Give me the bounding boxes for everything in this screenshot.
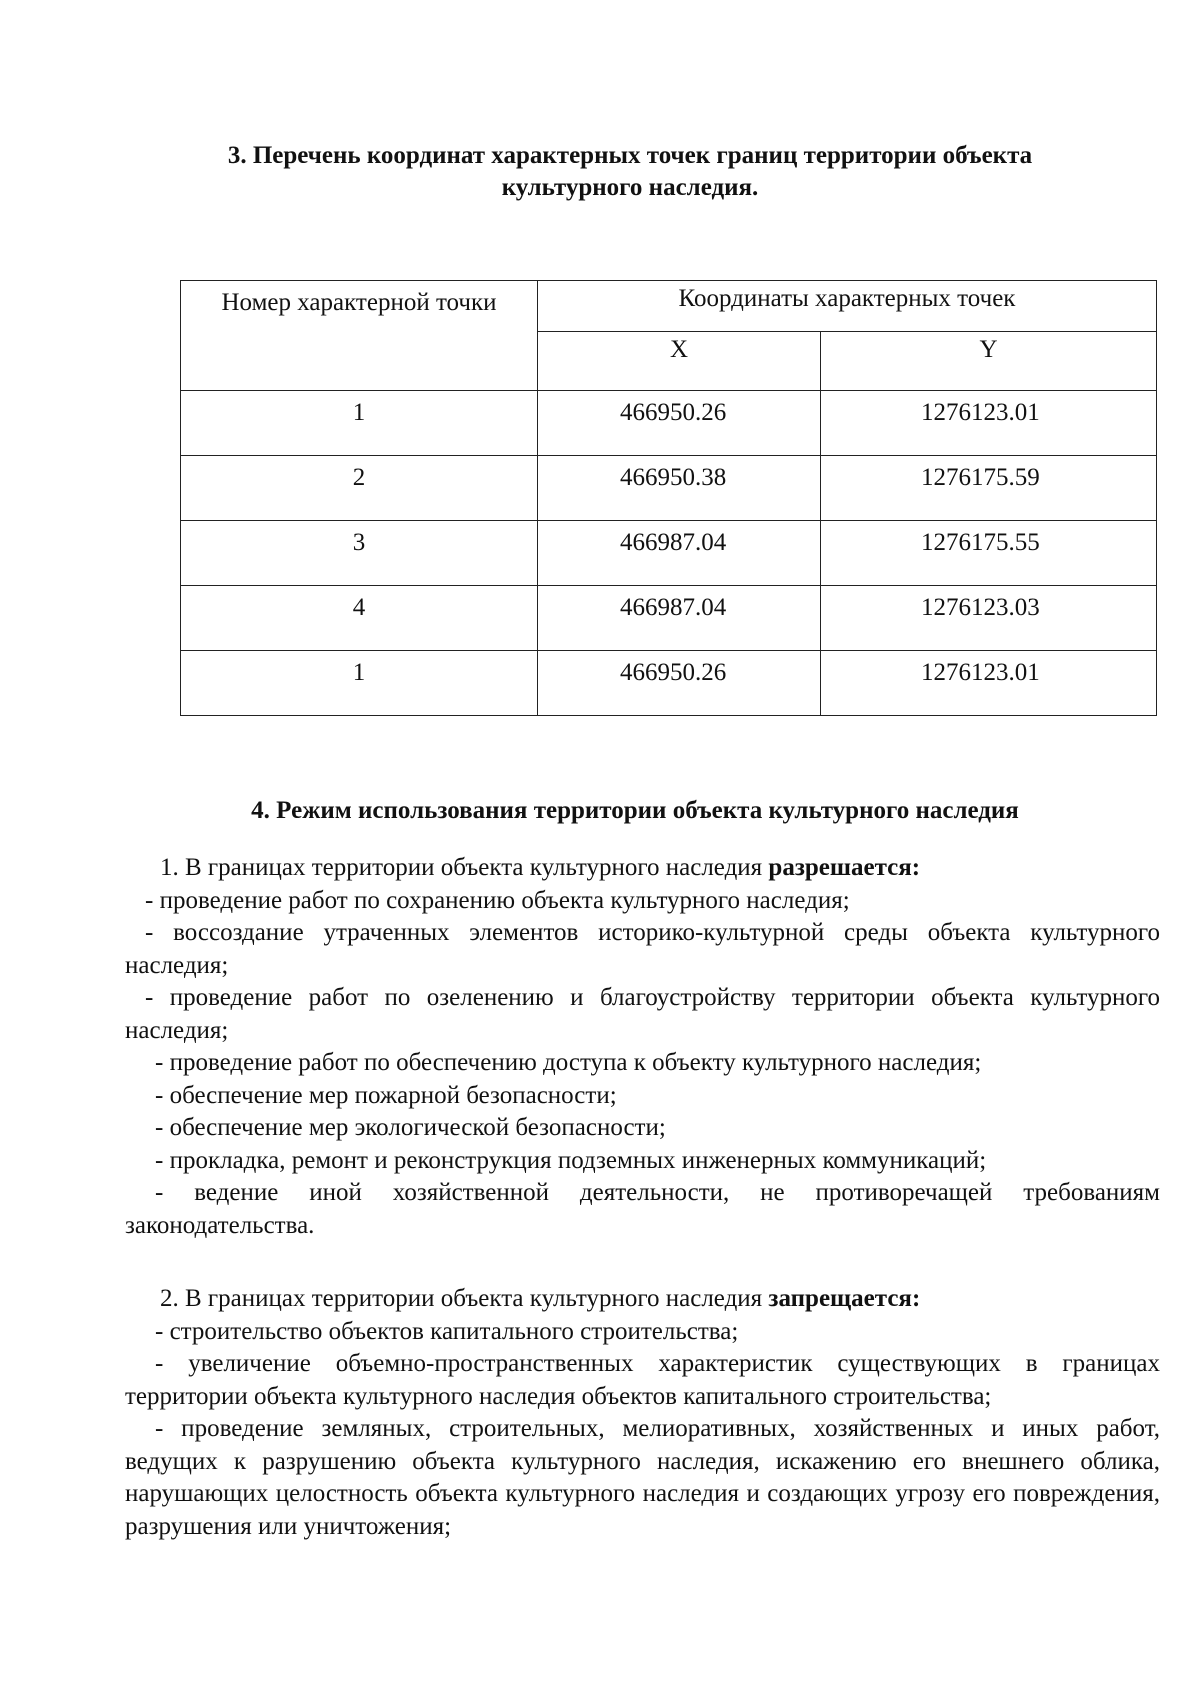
y-value: 1276123.01	[821, 651, 1157, 716]
table-row	[181, 651, 1157, 716]
list-item: - обеспечение мер экологической безопасности;	[155, 1114, 666, 1141]
list-item: - строительство объектов капитального строительства;	[155, 1317, 739, 1345]
list-item: - проведение земляных, строительных, мелиоративных, хозяйственных и иных работ, ведущих к разрушению объекта культурного наследия, искажению его внешнего облика, нарушающих целостность объекта культурного наследия и создающих угрозу его повреждения, разрушения или уничтожения;	[125, 1415, 1160, 1540]
list-item: - ведение иной хозяйственной деятельности, не противоречащей требованиям законодательства.	[125, 1179, 1160, 1239]
x-value: 466987.04	[538, 586, 821, 651]
header-x: X	[538, 332, 821, 391]
table-row	[181, 391, 1157, 456]
x-value: 466987.04	[538, 521, 821, 586]
point-number: 1	[181, 391, 538, 456]
section-4-title: 4. Режим использования территории объекта культурного наследия	[251, 797, 1019, 824]
table-row	[181, 586, 1157, 651]
forbidden-lead-text: 2. В границах территории объекта культурного наследия	[160, 1285, 769, 1312]
forbidden-lead	[125, 1283, 1160, 1316]
allowed-lead	[125, 852, 1160, 885]
coordinates-table	[180, 280, 1157, 716]
header-y: Y	[821, 332, 1157, 391]
header-coordinates: Координаты характерных точек	[538, 281, 1157, 332]
x-value: 466950.26	[538, 651, 821, 716]
point-number: 3	[181, 521, 538, 586]
y-value: 1276175.59	[821, 456, 1157, 521]
allowed-lead-text: 1. В границах территории объекта культурного наследия	[160, 854, 769, 881]
list-item: - проведение работ по сохранению объекта культурного наследия;	[145, 886, 850, 914]
list-item: - увеличение объемно-пространственных характеристик существующих в границах территории объекта культурного наследия объектов капитального строительства;	[125, 1350, 1160, 1410]
header-point-number: Номер характерной точки	[181, 281, 538, 391]
y-value: 1276175.55	[821, 521, 1157, 586]
list-item: - проведение работ по обеспечению доступа к объекту культурного наследия;	[155, 1049, 982, 1076]
allowed-lead-strong: разрешается:	[768, 854, 921, 881]
forbidden-lead-strong: запрещается:	[768, 1285, 921, 1312]
x-value: 466950.26	[538, 391, 821, 456]
allowed-section	[125, 852, 1160, 1242]
list-item: - проведение работ по озеленению и благоустройству территории объекта культурного наследия;	[125, 984, 1160, 1044]
table-row	[181, 521, 1157, 586]
x-value: 466950.38	[538, 456, 821, 521]
table-row	[181, 456, 1157, 521]
list-item: - обеспечение мер пожарной безопасности;	[155, 1081, 617, 1109]
point-number: 4	[181, 586, 538, 651]
section-3-title	[150, 140, 1110, 204]
y-value: 1276123.01	[821, 391, 1157, 456]
point-number: 1	[181, 651, 538, 716]
list-item: - воссоздание утраченных элементов историко-культурной среды объекта культурного наследия;	[125, 919, 1160, 979]
point-number: 2	[181, 456, 538, 521]
forbidden-section	[125, 1283, 1160, 1543]
section-3-title-line-1: 3. Перечень координат характерных точек границ территории объекта	[227, 142, 1033, 169]
section-3-title-line-2: культурного наследия.	[501, 174, 759, 201]
table-header-row	[181, 281, 1157, 332]
y-value: 1276123.03	[821, 586, 1157, 651]
list-item: - прокладка, ремонт и реконструкция подземных инженерных коммуникаций;	[155, 1146, 987, 1174]
